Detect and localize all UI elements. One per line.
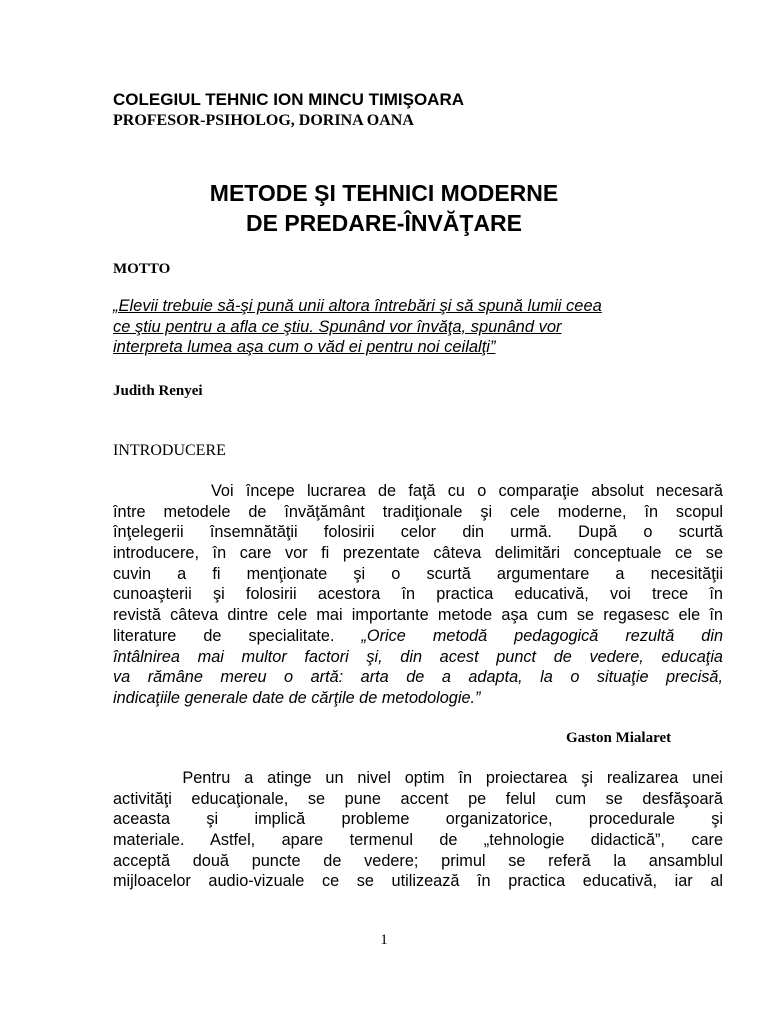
paragraph-line: între metodele de învăţământ tradiţionale şi cele moderne, în scopul	[113, 502, 723, 521]
paragraph-line: înţelegerii însemnătăţii folosirii celor din urmă. După o scurtă	[113, 523, 723, 542]
paragraph-line: cuvin a fi menţionate şi o scurtă argumentare a necesităţii	[113, 564, 723, 583]
section-heading: INTRODUCERE	[113, 442, 226, 459]
paragraph-line: revistă câteva dintre cele mai importante metode aşa cum se regasesc ele în	[113, 606, 723, 625]
motto-line: ce ştiu pentru a afla ce ştiu. Spunând vor învăţa, spunând vor	[113, 317, 562, 336]
page-title	[0, 178, 768, 238]
paragraph-line: cunoaşterii şi folosirii acestora în practica educativă, voi trece în	[113, 585, 723, 604]
page-number: 1	[380, 932, 388, 948]
paragraph-line: activităţi educaţionale, se pune accent pe felul cum se desfăşoară	[113, 789, 723, 808]
introduction-paragraph	[113, 481, 723, 709]
paragraph-line: aceasta şi implică probleme organizatorice, procedurale şi	[113, 810, 723, 829]
paragraph-line: Voi începe lucrarea de faţă cu o comparaţie absolut necesară	[113, 482, 723, 500]
school-name: COLEGIUL TEHNIC ION MINCU TIMIŞOARA	[113, 90, 465, 109]
quote-author: Gaston Mialaret	[566, 730, 672, 746]
motto-line: „Elevii trebuie să-şi pună unii altora întrebări şi să spună lumii ceea	[113, 297, 602, 315]
motto-author: Judith Renyei	[113, 383, 203, 399]
author-name: PROFESOR-PSIHOLOG, DORINA OANA	[113, 112, 414, 129]
title-line-1: METODE ŞI TEHNICI MODERNE	[209, 180, 559, 206]
paragraph-line: materiale. Astfel, apare termenul de „tehnologie didactică”, care	[113, 831, 723, 850]
title-line-2: DE PREDARE-ÎNVĂŢARE	[245, 210, 523, 236]
paragraph-line: mijloacelor audio-vizuale ce se utilizează în practica educativă, iar al	[113, 872, 723, 891]
motto-label: MOTTO	[113, 261, 171, 277]
paragraph-line: Pentru a atinge un nivel optim în proiectarea şi realizarea unei	[113, 769, 723, 787]
paragraph-line: introducere, în care vor fi prezentate câteva delimitări conceptuale ce se	[113, 544, 723, 563]
paragraph-line: literature de specialitate. „Orice metodă pedagogică rezultă din	[113, 626, 723, 645]
quote-line: indicaţiile generale date de cărţile de metodologie.”	[113, 688, 481, 707]
quote-line: întâlnirea mai multor factori şi, din acest punct de vedere, educaţia	[113, 647, 723, 666]
paragraph-line: acceptă două puncte de vedere; primul se referă la ansamblul	[113, 851, 723, 870]
motto-line: interpreta lumea aşa cum o văd ei pentru noi ceilalţi”	[113, 338, 496, 356]
body-paragraph	[113, 768, 723, 892]
quote-line: va rămâne mereu o artă: arta de a adapta, la o situaţie precisă,	[113, 668, 723, 687]
motto-quote	[113, 296, 723, 358]
